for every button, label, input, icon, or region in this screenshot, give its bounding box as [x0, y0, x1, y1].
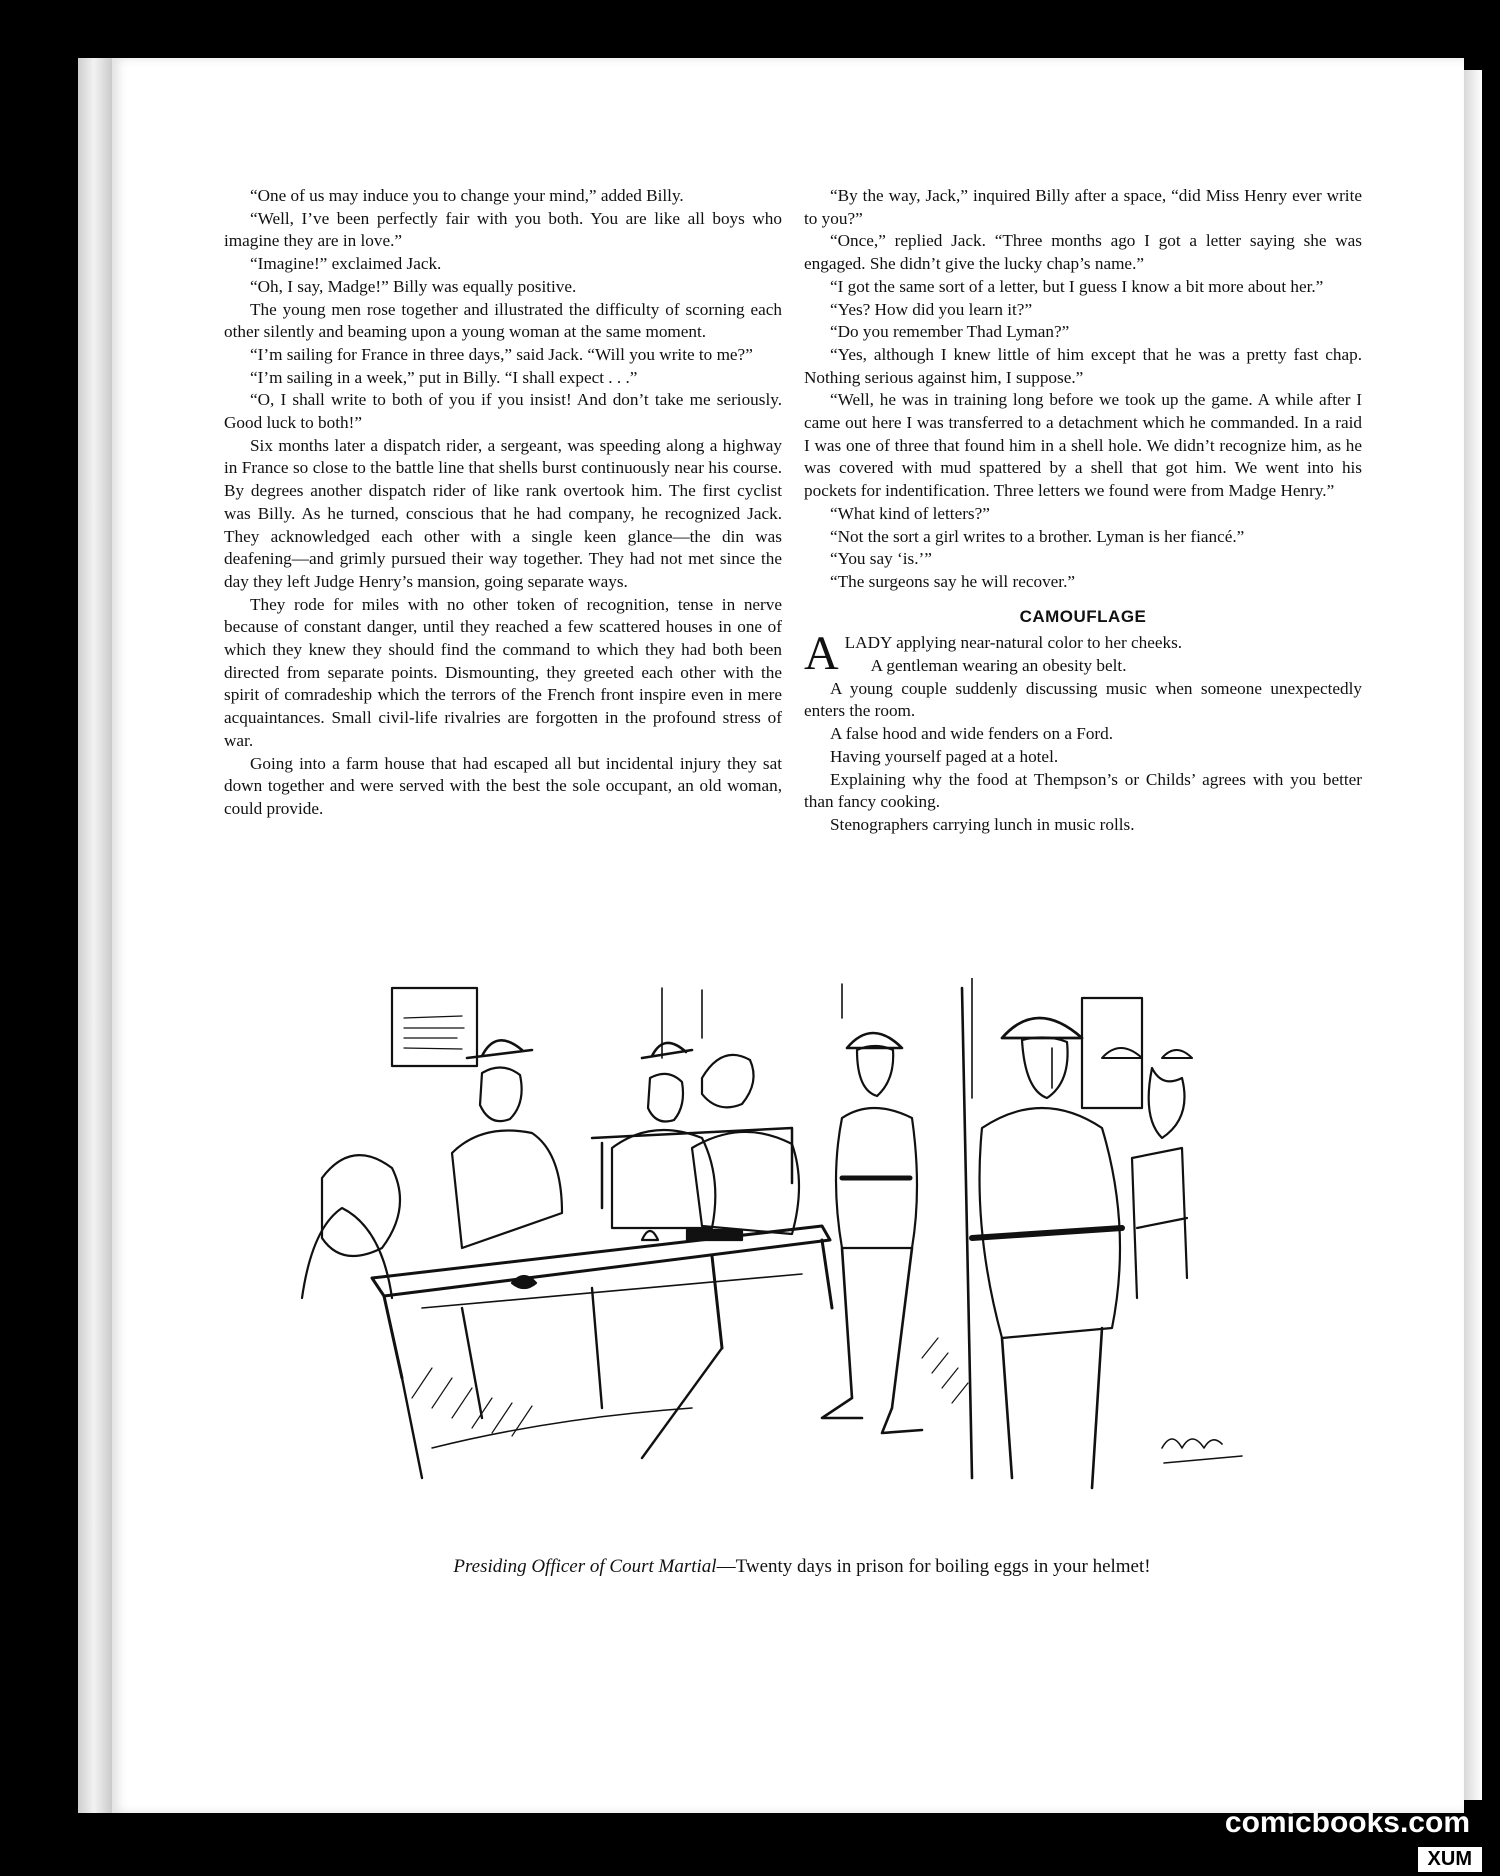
scanner-badge: XUM — [1418, 1847, 1482, 1872]
list-item: A gentleman wearing an obesity belt. — [870, 656, 1127, 676]
paragraph: “One of us may induce you to change your mind,” added Billy. — [250, 186, 684, 205]
paragraph: “What kind of letters?” — [830, 503, 990, 523]
list-item: Stenographers carrying lunch in music rolls. — [830, 814, 1135, 834]
left-text-column — [224, 185, 782, 821]
section-heading: CAMOUFLAGE — [1019, 606, 1147, 626]
paragraph: Going into a farm house that had escaped all but incidental injury they sat down together and were served with the best the sole occupant, an old woman, could provide. — [224, 753, 782, 818]
illustration-caption — [272, 1556, 1332, 1578]
paragraph: “I’m sailing for France in three days,” said Jack. “Will you write to me?” — [250, 344, 753, 364]
right-text-column — [804, 185, 1362, 837]
paragraph: “Oh, I say, Madge!” Billy was equally positive. — [250, 276, 577, 296]
paragraph: “Do you remember Thad Lyman?” — [830, 322, 1070, 342]
caption-text: —Twenty days in prison for boiling eggs in your helmet! — [716, 1556, 1151, 1577]
paragraph: “By the way, Jack,” inquired Billy after a space, “did Miss Henry ever write to you?” — [804, 186, 1362, 228]
list-item: A false hood and wide fenders on a Ford. — [830, 724, 1114, 744]
paragraph: They rode for miles with no other token of recognition, tense in nerve because of constant danger, until they reached a few scattered houses in one of which they knew they should find the command to which they had both been directed from separate points. Dismounting, they greeted each other with the spirit of comradeship which the terrors of the French front inspire even in mere acquaintances. Small civil-life rivalries are forgotten in the profound stress of war. — [224, 594, 782, 750]
paragraph: “Imagine!” exclaimed Jack. — [250, 254, 442, 274]
court-martial-illustration — [282, 978, 1312, 1510]
list-item: A young couple suddenly discussing music when someone unexpectedly enters the room. — [804, 678, 1362, 721]
paragraph: “I got the same sort of a letter, but I guess I know a bit more about her.” — [830, 276, 1324, 296]
next-page-edge — [1464, 70, 1482, 1800]
drop-cap: A — [804, 627, 839, 681]
list-item: Explaining why the food at Thempson’s or Childs’ agrees with you better than fancy cooking. — [804, 769, 1362, 812]
paragraph: The young men rose together and illustrated the difficulty of scorning each other silently and beaming upon a young woman at the same moment. — [224, 299, 782, 342]
site-watermark: comicbooks.com — [1224, 1806, 1470, 1839]
paragraph: “Once,” replied Jack. “Three months ago I got a letter saying she was engaged. She didn’t give the lucky chap’s name.” — [804, 231, 1362, 274]
list-item: Having yourself paged at a hotel. — [830, 746, 1059, 766]
paragraph: “You say ‘is.’” — [830, 549, 932, 569]
caption-speaker: Presiding Officer of Court Martial — [453, 1556, 717, 1577]
paragraph: “Well, I’ve been perfectly fair with you both. You are like all boys who imagine they are in love.” — [224, 208, 782, 251]
paragraph: “I’m sailing in a week,” put in Billy. “I shall expect . . .” — [250, 367, 638, 387]
paragraph: “Yes, although I knew little of him except that he was a pretty fast chap. Nothing serious against him, I suppose.” — [804, 344, 1362, 387]
paragraph: “Well, he was in training long before we took up the game. A while after I came out here I was transferred to a detachment which he commanded. In a raid I was one of three that found him in a shell hole. We didn’t recognize him, as he was covered with mud spattered by a shell that got him. We went into his pockets for indentification. Three letters we found were from Madge Henry.” — [804, 390, 1362, 501]
paragraph: “O, I shall write to both of you if you insist! And don’t take me seriously. Good luck to both!” — [224, 390, 782, 433]
magazine-page — [112, 58, 1464, 1813]
paragraph: “The surgeons say he will recover.” — [830, 571, 1075, 591]
paragraph: “Not the sort a girl writes to a brother. Lyman is her fiancé.” — [830, 526, 1245, 546]
paragraph: “Yes? How did you learn it?” — [830, 299, 1033, 319]
paragraph: Six months later a dispatch rider, a sergeant, was speeding along a highway in France so close to the battle line that shells burst continuously near his course. By degrees another dispatch rider of like rank overtook him. The first cyclist was Billy. As he turned, conscious that he had company, he recognized Jack. They acknowledged each other with a single keen glance—the din was deafening—and grimly pursued their way together. They had not met since the day they left Judge Henry’s mansion, going separate ways. — [224, 435, 782, 591]
camouflage-first-line: LADY applying near-natural color to her cheeks. — [844, 633, 1183, 653]
